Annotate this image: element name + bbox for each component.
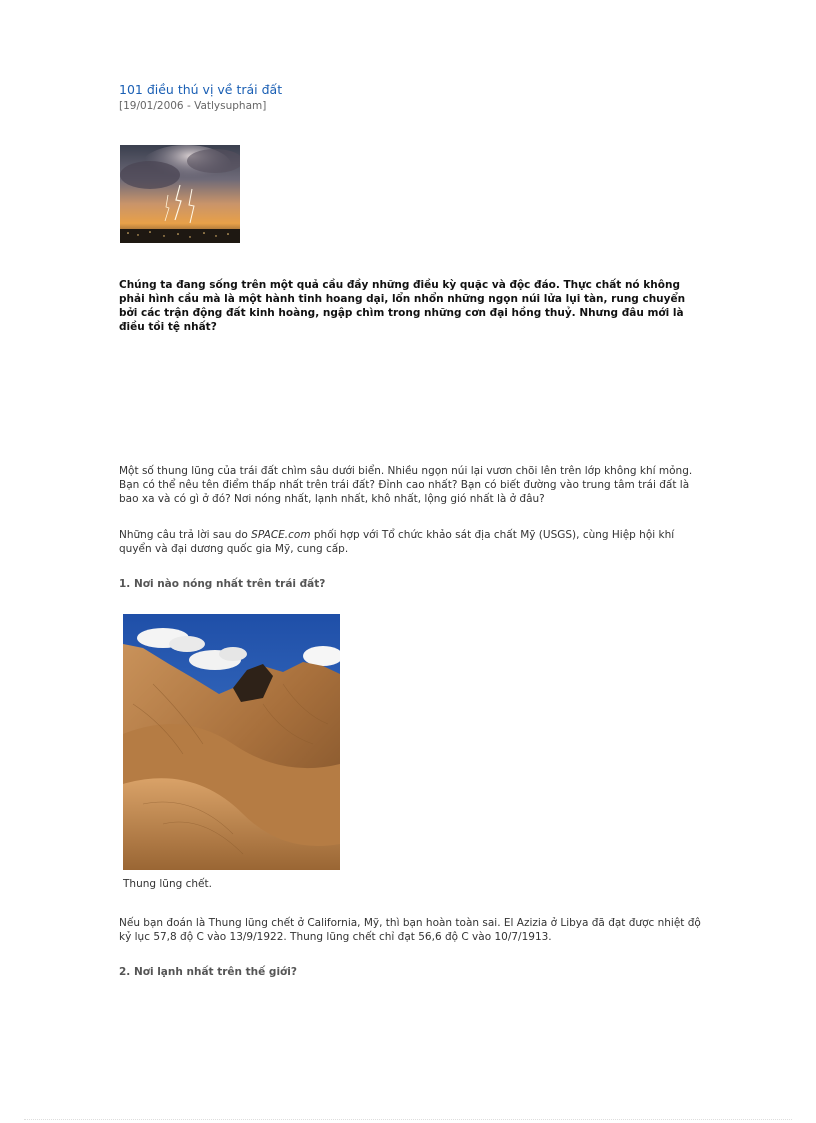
- article-title: 101 điều thú vị về trái đất: [119, 82, 283, 97]
- paragraph-sources-after: phối hợp với Tổ chức khảo sát địa chất Mỹ (USGS), cùng Hiệp hội khí quyển và đại dương quốc gia Mỹ, cung cấp.: [119, 529, 675, 555]
- article-lead: Chúng ta đang sống trên một quả cầu đầy những điều kỳ quặc và độc đáo. Thực chất nó không phải hình cầu mà là một hành tinh hoang dại, lổn nhổn những ngọn núi lửa lụi tàn, rung chuyển bởi các trận động đất kinh hoàng, ngập chìm trong những cơn đại hồng thuỷ. Nhưng đâu mới là điều tồi tệ nhất?: [119, 279, 686, 333]
- paragraph-intro: Một số thung lũng của trái đất chìm sâu dưới biển. Nhiều ngọn núi lại vươn chõi lên trên lớp không khí mỏng. Bạn có thể nêu tên điểm thấp nhất trên trái đất? Đỉnh cao nhất? Bạn có biết đường vào trung tâm trái đất là bao xa và có gì ở đó? Nơi nóng nhất, lạnh nhất, khô nhất, lộng gió nhất là ở đâu?: [119, 465, 693, 505]
- canyon-caption: Thung lũng chết.: [123, 878, 212, 890]
- space-com-source: SPACE.com: [251, 529, 311, 541]
- paragraph-sources: [119, 528, 701, 556]
- paragraph-hottest-answer: Nếu bạn đoán là Thung lũng chết ở California, Mỹ, thì bạn hoàn toàn sai. El Azizia ở Libya đã đạt được nhiệt độ kỷ lục 57,8 độ C vào 13/9/1922. Thung lũng chết chỉ đạt 56,6 độ C vào 10/7/1913.: [119, 917, 701, 943]
- paragraph-sources-before: Những câu trả lời sau do: [119, 529, 252, 541]
- section-heading-coldest: 2. Nơi lạnh nhất trên thế giới?: [119, 966, 297, 978]
- article-meta: [19/01/2006 - Vatlysupham]: [119, 100, 267, 112]
- section-heading-hottest: 1. Nơi nào nóng nhất trên trái đất?: [119, 578, 326, 590]
- page-bottom-divider: [24, 1119, 792, 1120]
- death-valley-badlands-photo: [123, 614, 340, 870]
- storm-lightning-photo: [120, 145, 240, 243]
